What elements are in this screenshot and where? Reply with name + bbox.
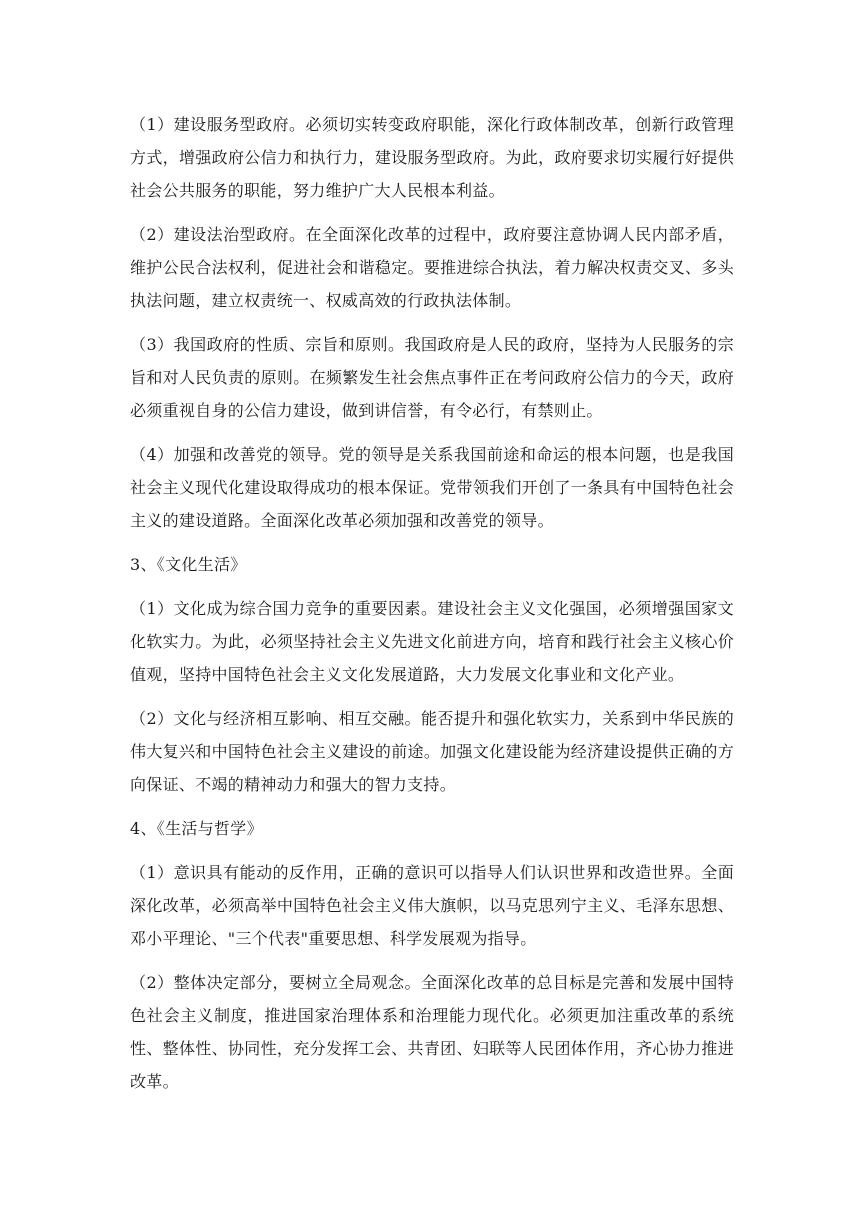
paragraph-consciousness: （1）意识具有能动的反作用，正确的意识可以指导人们认识世界和改造世界。全面深化改革，必须高举中国特色社会主义伟大旗帜，以马克思列宁主义、毛泽东思想、邓小平理论、"三个代表"重要思想、科学发展观为指导。 [130, 863, 734, 948]
paragraph-whole-and-part: （2）整体决定部分，要树立全局观念。全面深化改革的总目标是完善和发展中国特色社会主义制度，推进国家治理体系和治理能力现代化。必须更加注重改革的系统性、整体性、协同性，充分发挥工会、共青团、妇联等人民团体作用，齐心协力推进改革。 [130, 973, 734, 1091]
paragraph-culture-national-power: （1）文化成为综合国力竞争的重要因素。建设社会主义文化强国，必须增强国家文化软实力。为此，必须坚持社会主义先进文化前进方向，培育和践行社会主义核心价值观，坚持中国特色社会主义文化发展道路，大力发展文化事业和文化产业。 [130, 599, 734, 684]
paragraph-service-government: （1）建设服务型政府。必须切实转变政府职能，深化行政体制改革，创新行政管理方式，增强政府公信力和执行力，建设服务型政府。为此，政府要求切实履行好提供社会公共服务的职能，努力维护广大人民根本利益。 [130, 115, 734, 200]
document-page [130, 108, 734, 1109]
paragraph-party-leadership: （4）加强和改善党的领导。党的领导是关系我国前途和命运的根本问题，也是我国社会主义现代化建设取得成功的根本保证。党带领我们开创了一条具有中国特色社会主义的建设道路。全面深化改革必须加强和改善党的领导。 [130, 445, 734, 530]
section-heading-cultural-life: 3、《文化生活》 [130, 555, 247, 574]
paragraph-culture-economy: （2）文化与经济相互影响、相互交融。能否提升和强化软实力，关系到中华民族的伟大复兴和中国特色社会主义建设的前途。加强文化建设能为经济建设提供正确的方向保证、不竭的精神动力和强大的智力支持。 [130, 709, 734, 794]
paragraph-rule-of-law-government: （2）建设法治型政府。在全面深化改革的过程中，政府要注意协调人民内部矛盾，维护公民合法权利，促进社会和谐稳定。要推进综合执法，着力解决权责交叉、多头执法问题，建立权责统一、权威高效的行政执法体制。 [130, 225, 734, 310]
section-heading-life-philosophy: 4、《生活与哲学》 [130, 819, 263, 838]
paragraph-government-nature: （3）我国政府的性质、宗旨和原则。我国政府是人民的政府，坚持为人民服务的宗旨和对人民负责的原则。在频繁发生社会焦点事件正在考问政府公信力的今天，政府必须重视自身的公信力建设，做到讲信誉，有令必行，有禁则止。 [130, 335, 734, 420]
